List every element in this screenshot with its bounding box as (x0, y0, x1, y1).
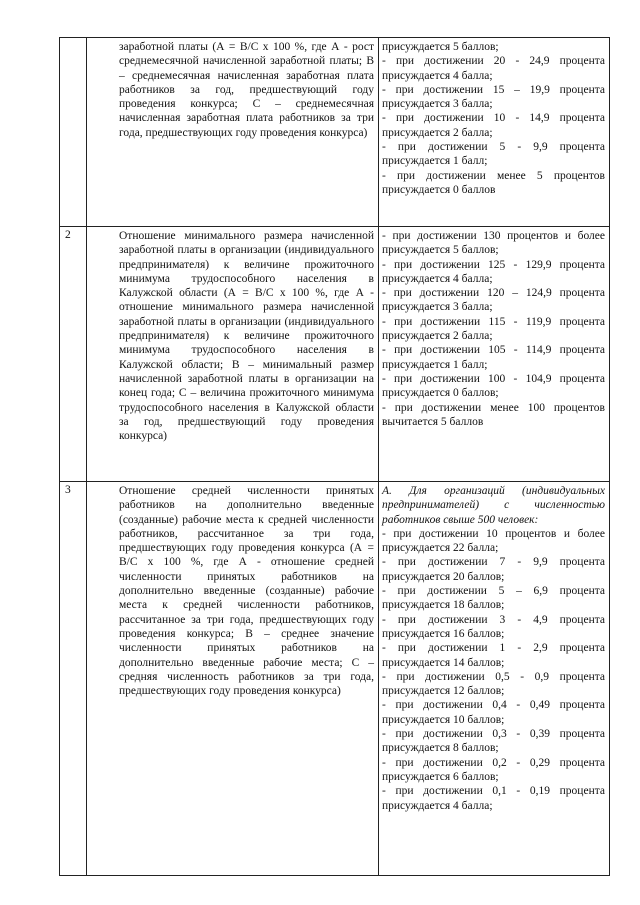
row-number: 2 (60, 227, 87, 481)
criteria-line: - при достижении 130 процентов и более присуждается 5 баллов; (382, 230, 605, 257)
criteria-line: - при достижении 10 - 14,9 процента присуждается 2 балла; (382, 112, 605, 139)
criteria-line: - при достижении 20 - 24,9 процента присуждается 4 балла; (382, 55, 605, 82)
criteria-line: - при достижении 125 - 129,9 процента присуждается 4 балла; (382, 258, 605, 285)
criteria-line: - при достижении 0,4 - 0,49 процента присуждается 10 баллов; (382, 699, 605, 726)
row-number: 3 (60, 482, 87, 875)
criteria-line: - при достижении 3 - 4,9 процента присуждается 16 баллов; (382, 613, 605, 640)
criteria-line: - при достижении 100 - 104,9 процента присуждается 0 баллов; (382, 372, 605, 400)
criteria-line: - при достижении 15 – 19,9 процента присуждается 3 балла; (382, 83, 605, 111)
criteria-line: - при достижении 0,5 - 0,9 процента присуждается 12 баллов; (382, 670, 605, 698)
criteria-line: - при достижении 0,3 - 0,39 процента присуждается 8 баллов; (382, 728, 605, 755)
criteria-line: - при достижении 5 - 9,9 процента присуждается 1 балл; (382, 141, 605, 168)
table-row (59, 482, 610, 876)
indicator-name: Отношение минимального размера начисленной заработной платы в организации (индивидуального предпринимателя) к величине прожиточного минимума трудоспособного населения в Калужской области (А = В/С x 100 %, где А - отношение минимального размера начисленной заработной платы в организации (индивидуального предпринимателя) к величине прожиточного минимума трудоспособного населения в Калужской области; В – минимальный размер начисленной заработной платы в организации на конец года; С – величина прожиточного минимума трудоспособного населения в Калужской области за год, предшествующий году проведения конкурса) (87, 227, 379, 481)
criteria-line: - при достижении менее 100 процентов вычитается 5 баллов (382, 401, 605, 428)
criteria-line: - при достижении 1 - 2,9 процента присуждается 14 баллов; (382, 642, 605, 669)
table-row (59, 37, 610, 227)
indicator-name: Отношение средней численности принятых работников на дополнительно введенные (созданные) рабочие места к средней численности работников, рассчитанное за три года, предшествующих году проведения конкурса (А = В/С x 100 %, где А - отношение средней численности принятых работников на дополнительно введенные (созданные) рабочие места к средней численности работников, рассчитанное за три года, предшествующих году проведения конкурса; В – среднее значение численности принятых работников на дополнительно введенные рабочие места; С – средняя численность работников за три года, предшествующих году проведения конкурса) (87, 482, 379, 875)
criteria-line: - при достижении 115 - 119,9 процента присуждается 2 балла; (382, 315, 605, 343)
criteria-line: - при достижении менее 5 процентов присуждается 0 баллов (382, 169, 605, 196)
criteria-table (59, 37, 610, 876)
criteria-heading: А. Для организаций (индивидуальных предпринимателей) с численностью работников свыше 500 человек: (382, 485, 605, 526)
table-row (59, 227, 610, 482)
criteria-line: - при достижении 120 – 124,9 процента присуждается 3 балла; (382, 287, 605, 314)
criteria-line: - при достижении 10 процентов и более присуждается 22 балла; (382, 527, 605, 555)
scoring-criteria (379, 227, 609, 481)
criteria-line: присуждается 5 баллов; (382, 41, 499, 53)
criteria-line: - при достижении 0,2 - 0,29 процента присуждается 6 баллов; (382, 756, 605, 783)
row-number (60, 38, 87, 226)
scoring-criteria (379, 482, 609, 875)
criteria-line: - при достижении 7 - 9,9 процента присуждается 20 баллов; (382, 556, 605, 583)
criteria-line: - при достижении 105 - 114,9 процента присуждается 1 балл; (382, 344, 605, 371)
criteria-line: - при достижении 0,1 - 0,19 процента присуждается 4 балла; (382, 785, 605, 812)
indicator-name: заработной платы (А = В/С x 100 %, где А - рост среднемесячной начисленной заработной платы; В – среднемесячная начисленная заработная плата работников за год, предшествующий году проведения конкурса; С – среднемесячная начисленная заработная плата работников за три года, предшествующих году проведения конкурса) (87, 38, 379, 226)
scoring-criteria (379, 38, 609, 226)
criteria-line: - при достижении 5 – 6,9 процента присуждается 18 баллов; (382, 585, 605, 612)
